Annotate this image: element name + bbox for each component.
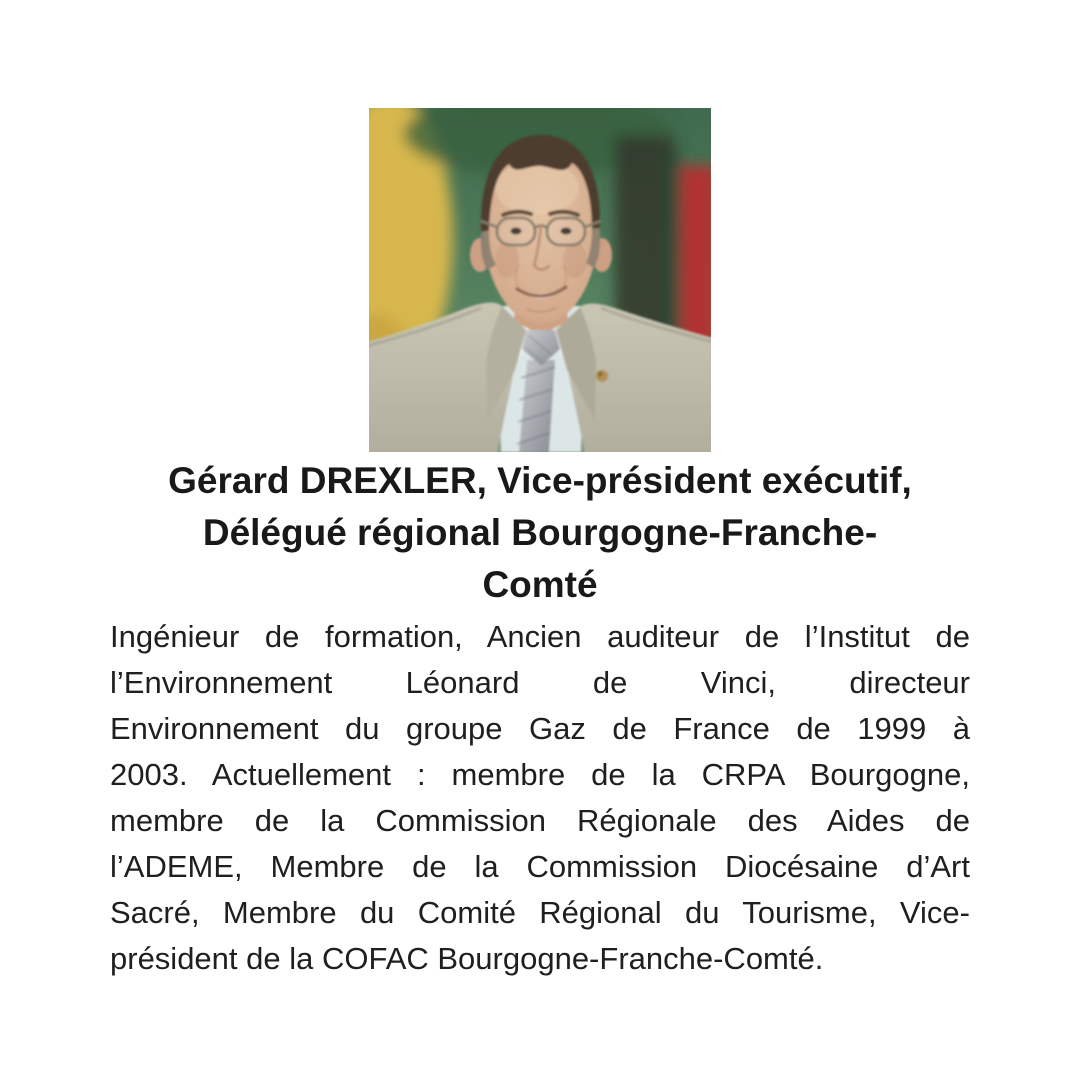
title-line-2: Délégué régional Bourgogne-Franche- [202,512,878,553]
bio-line-7: Sacré, Membre du Comité Régional du Tourisme, Vice- [110,895,970,930]
title-line-3: Comté [482,564,598,605]
portrait-photo-graphic [369,108,711,452]
bio-line-5: membre de la Commission Régionale des Aides de [110,803,970,838]
bio-line-6: l’ADEME, Membre de la Commission Diocésaine d’Art [110,849,970,884]
portrait-photo [369,108,711,452]
page-title [110,455,970,611]
bio-line-2: l’Environnement Léonard de Vinci, directeur [110,665,970,700]
bio-line-8: président de la COFAC Bourgogne-Franche-Comté. [110,941,824,976]
bio-paragraph [110,614,970,982]
bio-line-3: Environnement du groupe Gaz de France de 1999 à [110,711,970,746]
title-line-1: Gérard DREXLER, Vice-président exécutif, [168,460,912,501]
bio-line-4: 2003. Actuellement : membre de la CRPA Bourgogne, [110,757,970,792]
bio-line-1: Ingénieur de formation, Ancien auditeur de l’Institut de [110,619,970,654]
